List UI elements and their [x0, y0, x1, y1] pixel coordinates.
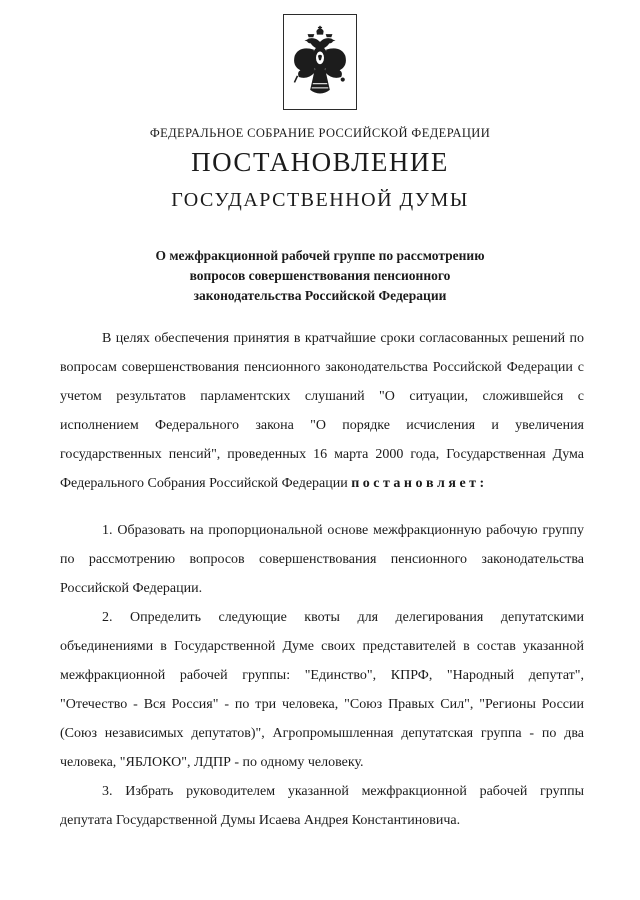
document-type-title: ПОСТАНОВЛЕНИЕ [191, 147, 449, 177]
document-title [70, 246, 570, 306]
coat-of-arms [283, 14, 357, 110]
document-title-line-3: законодательства Российской Федерации [193, 288, 447, 303]
preamble-paragraph [60, 324, 584, 498]
double-headed-eagle-icon [289, 20, 351, 104]
document-title-line-1: О межфракционной рабочей группе по рассмотрению [155, 248, 485, 263]
resolution-item-1: 1. Образовать на пропорциональной основе межфракционную рабочую группу по рассмотрению вопросов совершенствования пенсионного законодательства Российской Федерации. [60, 523, 584, 596]
document-body [60, 324, 584, 835]
organization-name: ФЕДЕРАЛЬНОЕ СОБРАНИЕ РОССИЙСКОЙ ФЕДЕРАЦИИ [149, 126, 491, 140]
resolution-item-3: 3. Избрать руководителем указанной межфракционной рабочей группы депутата Государственной Думы Исаева Андрея Константиновича. [60, 784, 584, 828]
document-subtype-title: ГОСУДАРСТВЕННОЙ ДУМЫ [171, 189, 469, 211]
resolution-word: п о с т а н о в л я е т : [351, 476, 485, 491]
preamble-text: В целях обеспечения принятия в кратчайшие сроки согласованных решений по вопросам совершенствования пенсионного законодательства Российской Федерации с учетом результатов парламентских слушаний "О ситуации, сложившейся с исполнением Федерального закона "О порядке исчисления и увеличения государственных пенсий", проведенных 16 марта 2000 года, Государственная Дума Федерального Собрания Российской Федерации [60, 331, 584, 491]
resolution-item-2: 2. Определить следующие квоты для делегирования депутатскими объединениями в Государственной Думе своих представителей в состав указанной межфракционной рабочей группы: "Единство", КПРФ, "Народный депутат", "Отечество - Вся Россия" - по три человека, "Союз Правых Сил", "Регионы России (Союз независимых депутатов)", Агропромышленная депутатская группа - по два человека, "ЯБЛОКО", ЛДПР - по одному человеку. [60, 610, 584, 770]
document-title-line-2: вопросов совершенствования пенсионного [189, 268, 451, 283]
